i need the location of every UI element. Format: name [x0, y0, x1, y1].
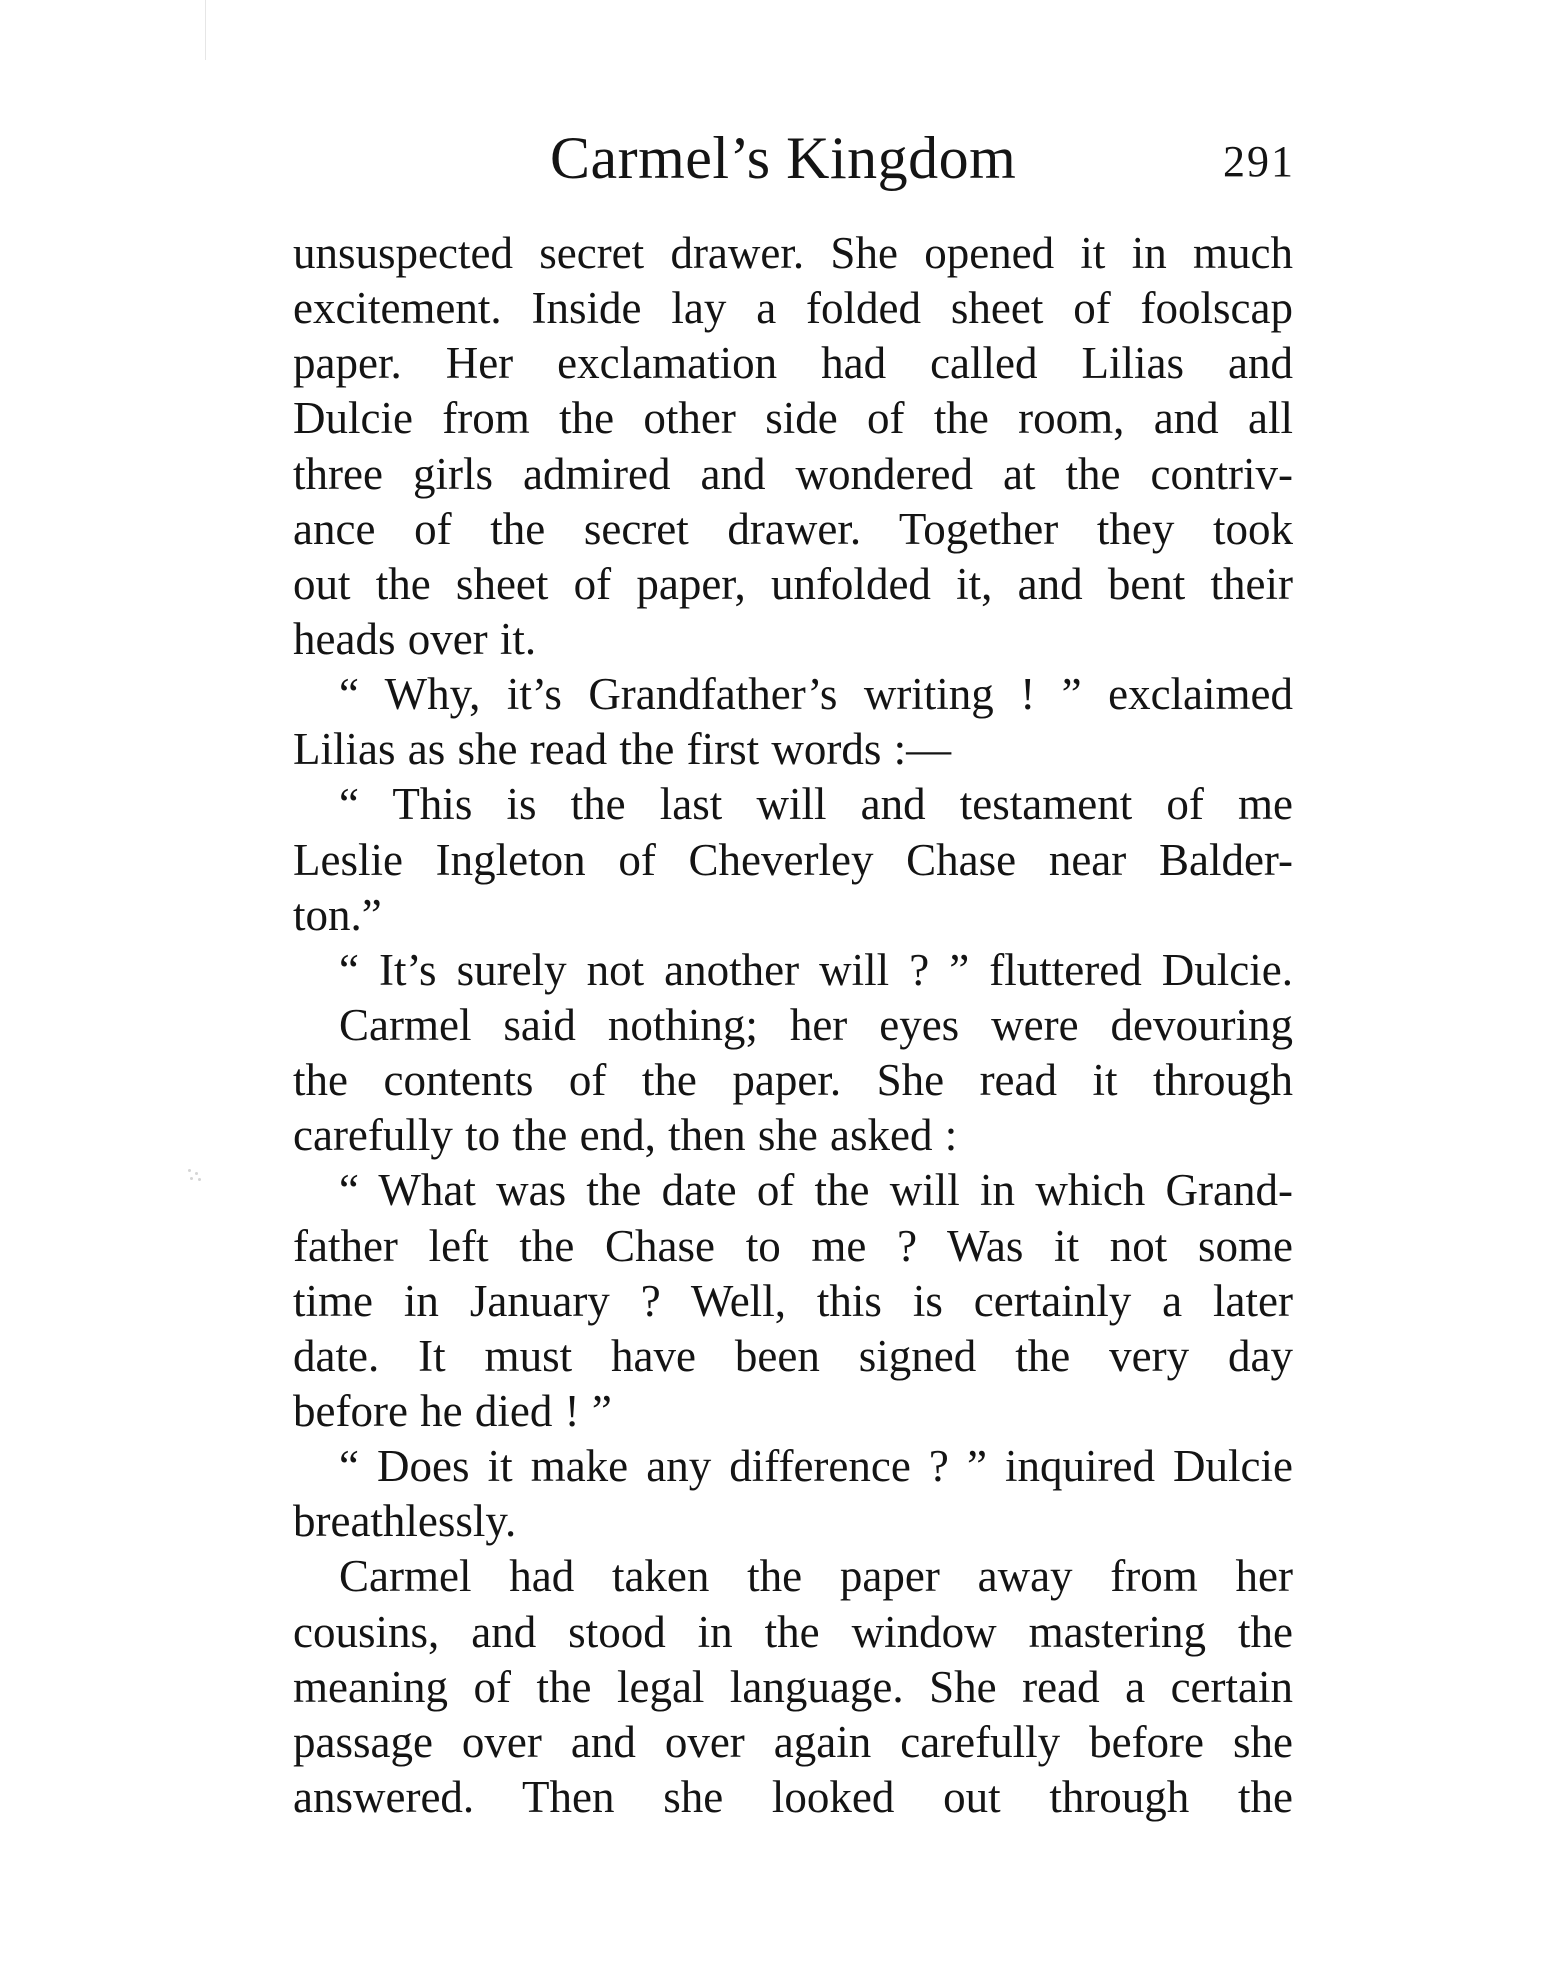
text-line: time in January ? Well, this is certainly a later: [293, 1275, 1293, 1326]
text-line: ton.”: [293, 889, 382, 940]
text-line: Leslie Ingleton of Cheverley Chase near Balder-: [293, 834, 1293, 885]
text-line: Carmel had taken the paper away from her: [339, 1551, 1293, 1602]
text-line: ance of the secret drawer. Together they took: [293, 503, 1293, 554]
text-line: unsuspected secret drawer. She opened it in much: [293, 228, 1293, 278]
text-line: excitement. Inside lay a folded sheet of foolscap: [293, 283, 1293, 334]
text-line: heads over it.: [293, 613, 537, 664]
text-line: “ It’s surely not another will ? ” fluttered Dulcie.: [339, 944, 1293, 995]
running-title: Carmel’s Kingdom: [550, 125, 1017, 191]
text-line: “ What was the date of the will in which Grand-: [339, 1165, 1293, 1216]
text-line: three girls admired and wondered at the contriv-: [293, 448, 1293, 499]
text-line: the contents of the paper. She read it through: [293, 1055, 1293, 1106]
text-line: Lilias as she read the first words :—: [293, 724, 952, 775]
text-line: Dulcie from the other side of the room, and all: [293, 393, 1293, 444]
text-line: father left the Chase to me ? Was it not some: [293, 1220, 1293, 1271]
text-line: Carmel said nothing; her eyes were devouring: [339, 999, 1293, 1050]
scan-edge-mark: [205, 0, 206, 60]
text-line: answered. Then she looked out through the: [293, 1771, 1293, 1822]
text-line: “ This is the last will and testament of me: [339, 779, 1293, 830]
text-line: date. It must have been signed the very day: [293, 1330, 1293, 1381]
text-line: “ Why, it’s Grandfather’s writing ! ” exclaimed: [339, 669, 1293, 720]
text-line: before he died ! ”: [293, 1385, 612, 1436]
text-line: meaning of the legal language. She read a certain: [293, 1661, 1293, 1712]
text-line: “ Does it make any difference ? ” inquired Dulcie: [339, 1441, 1293, 1492]
text-line: passage over and over again carefully before she: [293, 1716, 1293, 1767]
page-number: 291: [1223, 137, 1295, 186]
text-line: paper. Her exclamation had called Lilias and: [293, 338, 1293, 389]
running-head: [290, 118, 1295, 198]
text-line: cousins, and stood in the window mastering the: [293, 1606, 1293, 1657]
scan-speck: [186, 1168, 202, 1182]
body-text: [293, 226, 1293, 1825]
text-line: breathlessly.: [293, 1496, 517, 1547]
text-line: carefully to the end, then she asked :: [293, 1110, 958, 1161]
text-line: out the sheet of paper, unfolded it, and bent their: [293, 558, 1293, 609]
